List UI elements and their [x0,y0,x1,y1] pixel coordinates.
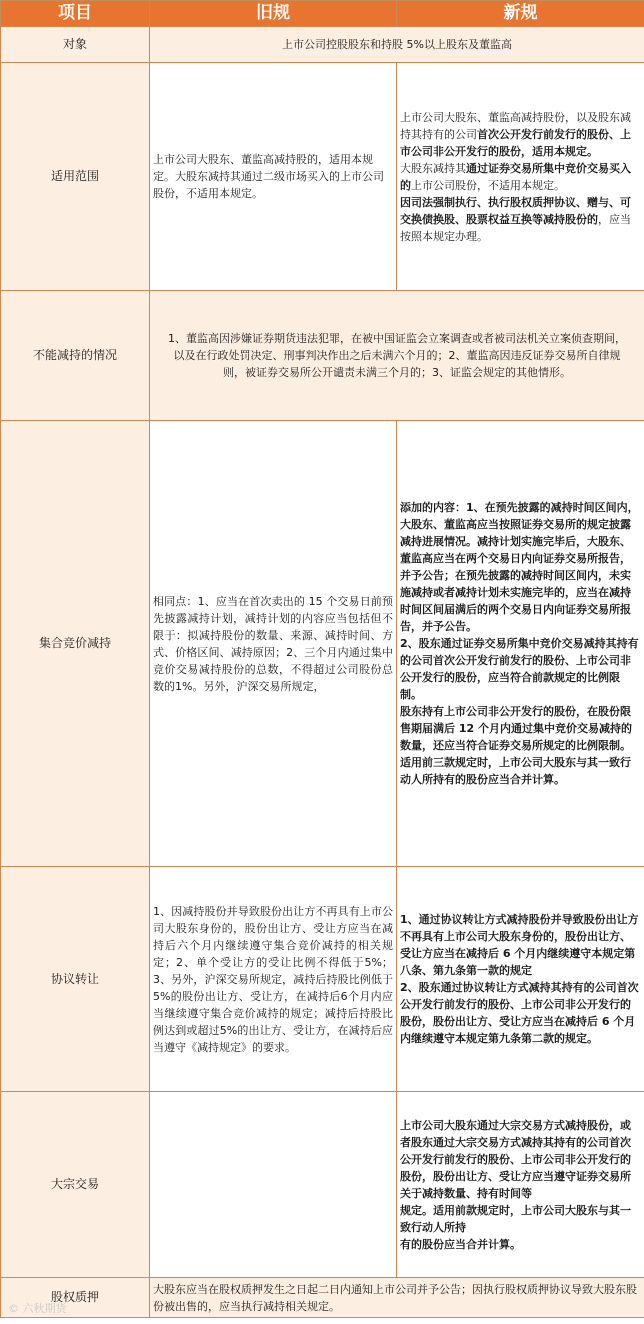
row-label: 大宗交易 [1,1092,150,1278]
scope-new-text: 上市公司股份，不适用本规定。 [411,178,565,192]
bidding-old: 相同点：1、应当在首次卖出的 15 个交易日前预先披露减持计划，减持计划的内容应当包括但不限于：拟减持股份的数量、来源、减持时间、方式、价格区间、减持原因；2、三个月内通过集中竞价交易减持股份的总数，不得超过公司股份总数的1%。另外，沪深交易所规定， [150,421,397,867]
bidding-new-p4: 适用前三款规定时，上市公司大股东与其一致行动人所持有的股份应当合并计算。 [400,756,631,786]
scope-new-text-bold: 首次公开发行前发行的股份、上市公司非公开发行的股份，适用本规定。 [400,127,631,158]
header-item: 项目 [1,1,150,27]
bidding-new [397,421,644,867]
block-new-p2: 规定。适用前款规定时，上市公司大股东与其一致行动人所持 [400,1203,631,1234]
row-cannot-reduce [1,291,644,421]
row-scope [1,63,644,291]
header-new-rules: 新规 [397,1,644,27]
scope-new-text: 大股东减持其 [400,161,466,175]
scope-old: 上市公司大股东、董监高减持股的，适用本规定。大股东减持其通过二级市场买入的上市公司股份，不适用本规定。 [150,63,397,291]
scope-new-text-bold: 因司法强制执行、执行股权质押协议、赠与、可交换债换股、股票权益互换等减持股份的 [400,195,631,226]
row-label: 股权质押 [1,1278,150,1318]
row-label: 集合竞价减持 [1,421,150,867]
watermark: © 六秋期货 [8,1302,67,1315]
row-label: 不能减持的情况 [1,291,150,421]
row-object [1,27,644,63]
bidding-new-p3: 股东持有上市公司非公开发行的股份，在股份限售期届满后 12 个月内通过集中竞价交易减持的数量，还应当符合证券交易所规定的比例限制。 [400,705,632,752]
transfer-new-p1: 1、通过协议转让方式减持股份并导致股份出让方不再具有上市公司大股东身份的，股份出让方、受让方应当在减持后 6 个月内继续遵守本规定第八条、第九条第一款的规定 [400,913,639,977]
row-label: 协议转让 [1,867,150,1092]
header-old-rules: 旧规 [150,1,397,27]
pledge-content: 大股东应当在股权质押发生之日起二日内通知上市公司并予公告；因执行股权质押协议导致大股东股份被出售的，应当执行减持相关规定。 [150,1278,644,1318]
block-new-p3: 有的股份应当合并计算。 [400,1237,521,1251]
transfer-old: 1、因减持股份并导致股份出让方不再具有上市公司大股东身份的，股份出让方、受让方应当在减持后六个月内继续遵守集合竞价减持的相关规定；2、单个受让方的受让比例不得低于5%；3、另外，沪深交易所规定，减持后持股比例低于5%的股份出让方、受让方，在减持后6个月内应当继续遵守集合竞价减持的规定；减持后持股比例达到或超过5%的出让方、受让方，在减持后应当遵守《减持规定》的要求。 [150,867,397,1092]
transfer-new [397,867,644,1092]
object-content: 上市公司控股股东和持股 5%以上股东及董监高 [150,27,644,63]
row-pledge [1,1278,644,1318]
bidding-new-p2: 2、股东通过证券交易所集中竞价交易减持其持有的公司首次公开发行前发行的股份、上市公司非公开发行的股份，应当符合前款规定的比例限制。 [400,637,639,701]
bidding-new-p1: 添加的内容：1、在预先披露的减持时间区间内，大股东、董监高应当按照证券交易所的规定披露减持进展情况。减持计划实施完毕后，大股东、董监高应当在两个交易日内向证券交易所报告，并予公告；在预先披露的减持时间区间内，未实施减持或者减持计划未实施完毕的，应当在减持时间区间届满后的两个交易日内向证券交易所报告，并予公告。 [400,501,639,633]
row-block-trade [1,1092,644,1278]
row-bidding [1,421,644,867]
block-new [397,1092,644,1278]
block-old-empty [150,1092,397,1278]
transfer-new-p2: 2、股东通过协议转让方式减持其持有的公司首次公开发行前发行的股份、上市公司非公开发行的股份，股份出让方、受让方应当在减持后 6 个月内继续遵守本规定第九条第二款的规定。 [400,981,639,1045]
block-new-p1: 上市公司大股东通过大宗交易方式减持股份，或者股东通过大宗交易方式减持其持有的公司首次公开发行前发行的股份、上市公司非公开发行的股份，股份出让方、受让方应当遵守证券交易所关于减持数量、持有时间等 [400,1118,631,1200]
scope-new-text: 上市公司大股东、董监高减持股份，以及股东减持其持有的公司 [400,110,631,141]
scope-new [397,63,644,291]
row-label: 对象 [1,27,150,63]
table-header-row [1,1,644,27]
row-label: 适用范围 [1,63,150,291]
row-transfer [1,867,644,1092]
scope-new-text: ，应当按照本规定办理。 [400,212,631,243]
scope-new-text-bold: 通过证券交易所集中竞价交易买入的 [400,161,631,192]
cannot-content: 1、董监高因涉嫌证券期货违法犯罪，在被中国证监会立案调查或者被司法机关立案侦查期间，以及在行政处罚决定、刑事判决作出之后未满六个月的；2、董监高因违反证券交易所自律规则，被证券交易所公开谴责未满三个月的；3、证监会规定的其他情形。 [150,291,644,421]
